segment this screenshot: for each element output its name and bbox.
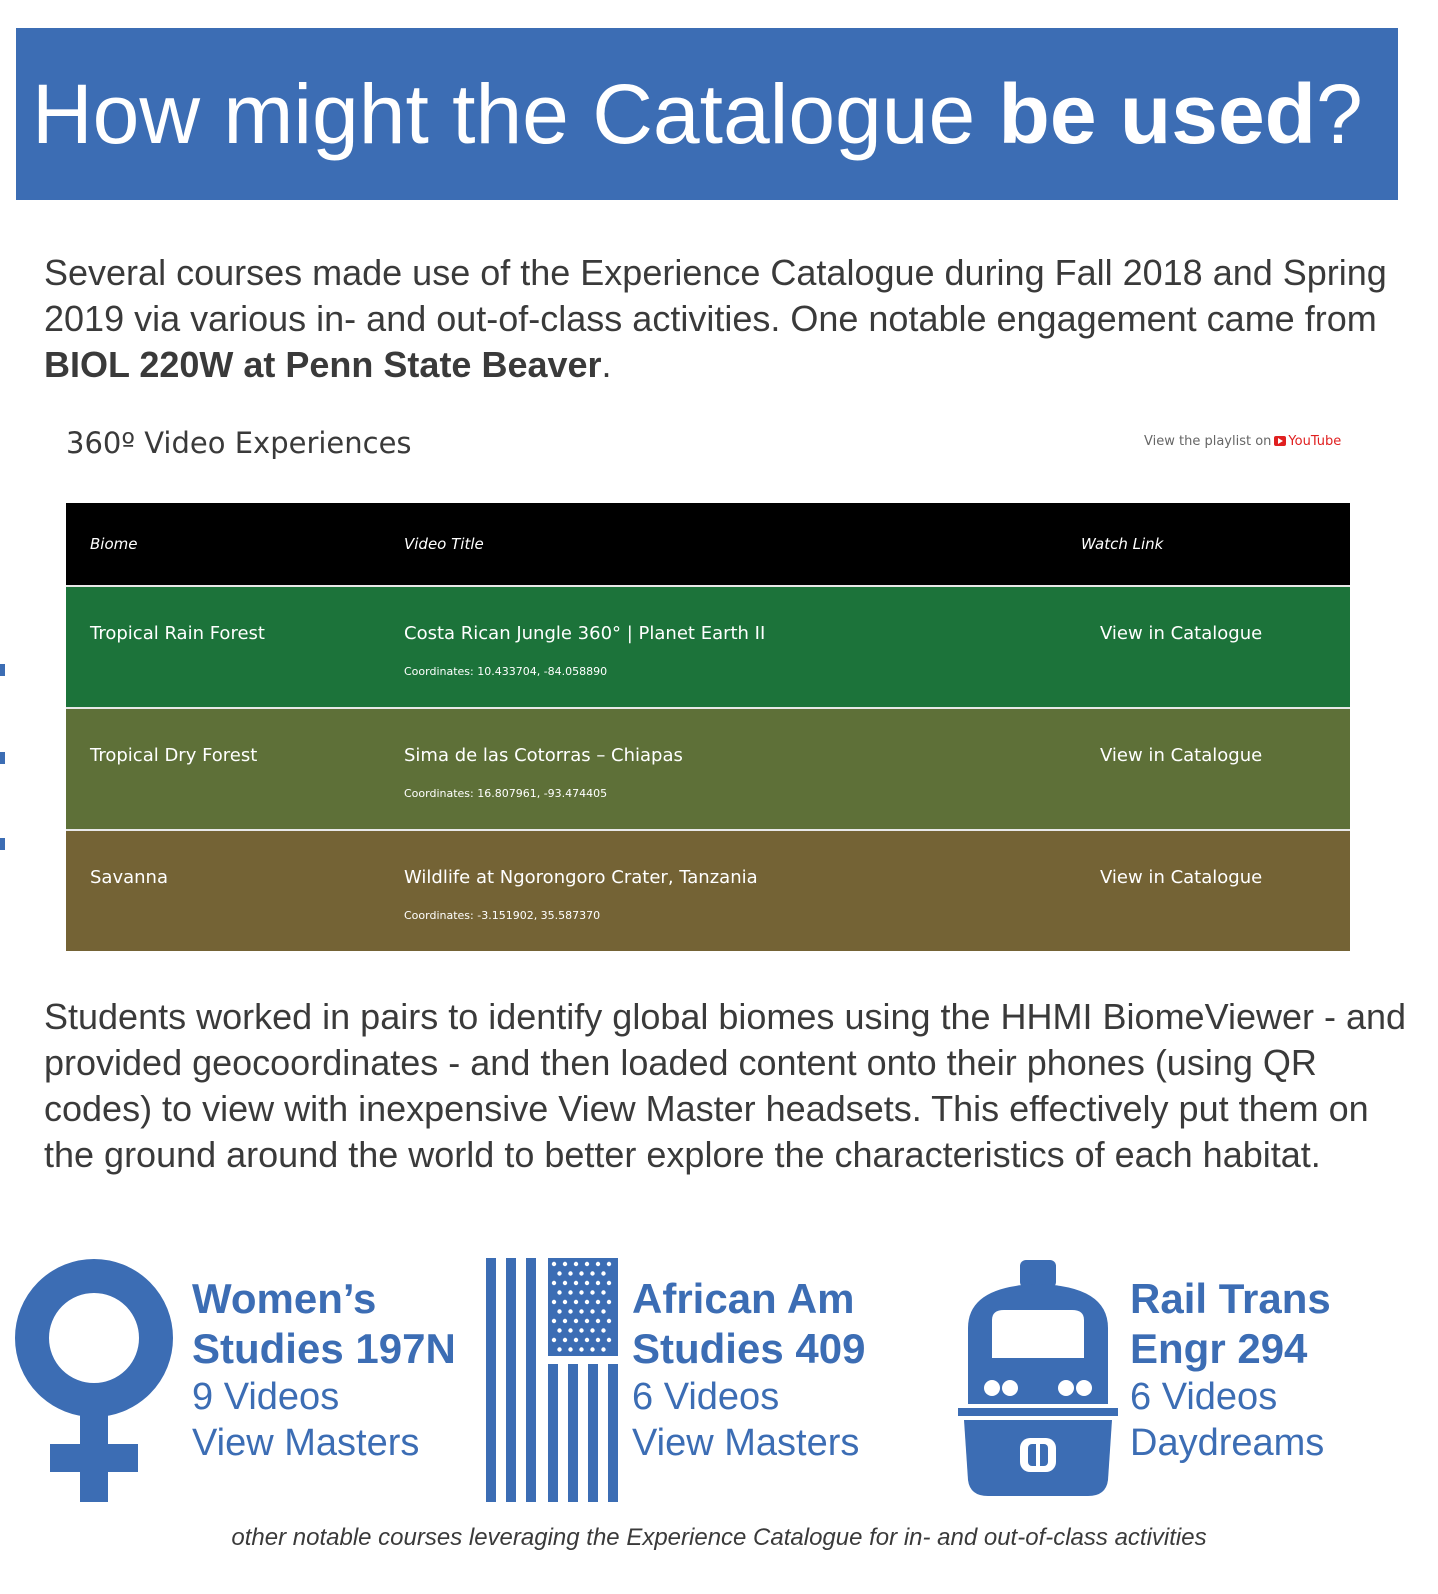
course-video-count: 6 Videos — [1130, 1376, 1278, 1418]
view-in-catalogue-link[interactable]: View in Catalogue — [1100, 867, 1263, 888]
row-coordinates: Coordinates: 16.807961, -93.474405 — [404, 787, 608, 800]
table-row — [66, 707, 1350, 829]
course-video-count: 9 Videos — [192, 1376, 340, 1418]
course-african-am-studies — [632, 1274, 865, 1466]
playlist-prefix: View the playlist on — [1144, 434, 1272, 449]
course-device: View Masters — [192, 1422, 420, 1464]
intro-highlight: BIOL 220W at Penn State Beaver — [44, 344, 602, 385]
course-womens-studies — [192, 1274, 456, 1466]
table-row — [66, 829, 1350, 951]
table-header — [66, 503, 1350, 585]
view-in-catalogue-link[interactable]: View in Catalogue — [1100, 745, 1263, 766]
course-rail-trans-engr — [1130, 1274, 1331, 1466]
header-banner — [16, 28, 1398, 200]
row-biome: Tropical Rain Forest — [90, 623, 265, 644]
train-icon — [958, 1258, 1118, 1502]
header-title-end: ? — [1315, 67, 1363, 161]
course-device: Daydreams — [1130, 1422, 1325, 1464]
intro-text: Several courses made use of the Experience Catalogue during Fall 2018 and Spring 2019 via various in- and out-of-class activities. One notable engagement came from — [44, 252, 1387, 339]
video-section-title: 360º Video Experiences — [66, 426, 412, 460]
intro-end: . — [601, 344, 612, 385]
row-biome: Savanna — [90, 867, 168, 888]
course-number: Engr 294 — [1130, 1325, 1308, 1372]
view-in-catalogue-link[interactable]: View in Catalogue — [1100, 623, 1263, 644]
course-number: Studies 197N — [192, 1325, 456, 1372]
course-video-count: 6 Videos — [632, 1376, 780, 1418]
header-title-bold: be used — [998, 67, 1316, 161]
row-video-title: Wildlife at Ngorongoro Crater, Tanzania — [404, 867, 758, 888]
course-name: Women’s — [192, 1275, 377, 1322]
course-device: View Masters — [632, 1422, 860, 1464]
intro-paragraph — [44, 250, 1404, 388]
row-biome: Tropical Dry Forest — [90, 745, 258, 766]
video-table — [66, 503, 1350, 951]
playlist-link[interactable] — [1144, 434, 1341, 449]
column-video-title: Video Title — [404, 535, 484, 553]
course-number: Studies 409 — [632, 1325, 866, 1372]
us-flag-icon — [486, 1258, 618, 1502]
youtube-icon — [1274, 436, 1286, 446]
edge-marker — [0, 752, 5, 764]
footnote: other notable courses leveraging the Experience Catalogue for in- and out-of-class activities — [231, 1524, 1207, 1551]
column-biome: Biome — [90, 535, 138, 553]
table-row — [66, 585, 1350, 707]
youtube-link[interactable]: YouTube — [1288, 434, 1342, 449]
edge-marker — [0, 838, 5, 850]
row-video-title: Costa Rican Jungle 360° | Planet Earth II — [404, 623, 766, 644]
body-paragraph: Students worked in pairs to identify global biomes using the HHMI BiomeViewer - and provided geocoordinates - and then loaded content onto their phones (using QR codes) to view with inexpensive View Master headsets. This effectively put them on the ground around the world to better explore the characteristics of each habitat. — [44, 996, 1407, 1175]
row-coordinates: Coordinates: -3.151902, 35.587370 — [404, 909, 601, 922]
column-watch-link: Watch Link — [1081, 535, 1164, 553]
course-name: African Am — [632, 1275, 855, 1322]
row-coordinates: Coordinates: 10.433704, -84.058890 — [404, 665, 608, 678]
header-title: How might the Catalogue — [32, 67, 999, 161]
row-video-title: Sima de las Cotorras – Chiapas — [404, 745, 683, 766]
edge-marker — [0, 664, 5, 676]
course-name: Rail Trans — [1130, 1275, 1331, 1322]
venus-icon — [14, 1258, 174, 1502]
